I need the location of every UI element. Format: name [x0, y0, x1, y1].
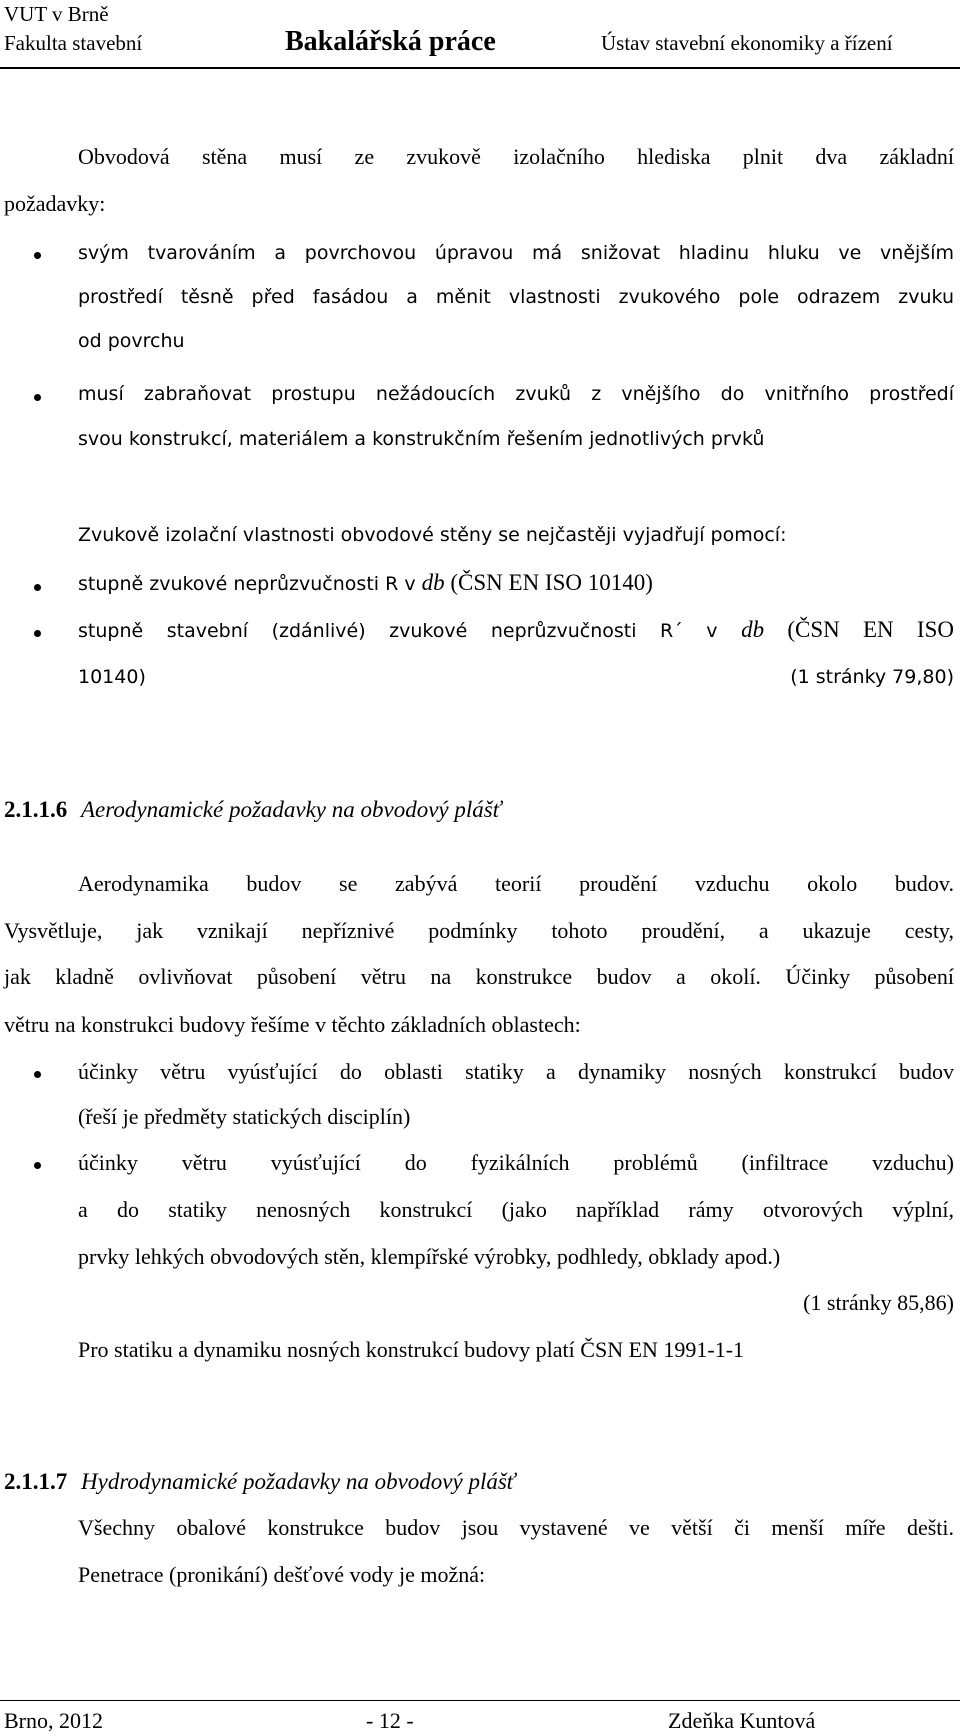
sound-bullet-1-norm: (ČSN EN ISO 10140): [444, 570, 653, 595]
bullet-dot: [34, 630, 41, 637]
req-bullet-1-line-3: od povrchu: [78, 330, 185, 352]
sound-bullet-2-unit: db: [741, 617, 765, 642]
sound-reference: (1 stránky 79,80): [790, 666, 954, 688]
header-title: Bakalářská práce: [285, 26, 496, 57]
aero-bullet-1-line-2: (řeší je předměty statických disciplín): [78, 1104, 411, 1129]
req-bullet-1-line-1: svým tvarováním a povrchovou úpravou má snižovat hladinu hluku ve vnějším: [78, 242, 954, 264]
bullet-dot: [34, 1162, 41, 1169]
bullet-dot: [34, 584, 41, 591]
footer-author: Zdeňka Kuntová: [668, 1708, 816, 1733]
aero-number: 2.1.1.6: [4, 797, 68, 822]
aero-bullet-1-line-1: účinky větru vyúsťující do oblasti statiky a dynamiky nosných konstrukcí budov: [78, 1059, 954, 1084]
sound-bullet-2-text: stupně stavební (zdánlivé) zvukové neprůzvučnosti R´ v: [78, 620, 742, 642]
hydro-p1: Všechny obalové konstrukce budov jsou vystavené ve větší či menší míře dešti.: [78, 1515, 954, 1540]
aero-title: Aerodynamické požadavky na obvodový plášť: [81, 797, 502, 822]
req-bullet-2-line-1: musí zabraňovat prostupu nežádoucích zvuků z vnějšího do vnitřního prostředí: [78, 383, 954, 405]
footer-rule: [0, 1700, 960, 1701]
sound-bullet-2: [78, 617, 954, 644]
aero-bullet-2-line-1: účinky větru vyúsťující do fyzikálních problémů (infiltrace vzduchu): [78, 1150, 954, 1175]
aero-heading: [4, 797, 501, 823]
header-faculty: Fakulta stavební: [4, 31, 143, 55]
aero-final: Pro statiku a dynamiku nosných konstrukcí budovy platí ČSN EN 1991-1-1: [78, 1337, 745, 1362]
header-rule: [0, 67, 960, 69]
sound-bullet-2-norm: (ČSN EN ISO: [764, 617, 954, 642]
header-institute: Ústav stavební ekonomiky a řízení: [601, 31, 893, 55]
header-school: VUT v Brně: [4, 2, 109, 26]
bullet-dot: [34, 1071, 41, 1078]
hydro-title: Hydrodynamické požadavky na obvodový plášť: [81, 1469, 516, 1494]
intro-line-2: požadavky:: [4, 191, 106, 216]
footer-page-number: - 12 -: [366, 1708, 414, 1733]
sound-bullet-1-text: stupně zvukové neprůzvučnosti R v: [78, 573, 422, 595]
aero-bullet-2-line-3: prvky lehkých obvodových stěn, klempířské výrobky, podhledy, obklady apod.): [78, 1244, 781, 1269]
aero-p1: Aerodynamika budov se zabývá teorií proudění vzduchu okolo budov.: [78, 871, 954, 896]
sound-bullet-1-unit: db: [421, 570, 445, 595]
aero-reference: (1 stránky 85,86): [803, 1290, 954, 1315]
req-bullet-2-line-2: svou konstrukcí, materiálem a konstrukčním řešením jednotlivých prvků: [78, 428, 765, 450]
hydro-heading: [4, 1469, 515, 1495]
hydro-number: 2.1.1.7: [4, 1469, 68, 1494]
aero-bullet-2-line-2: a do statiky nenosných konstrukcí (jako například rámy otvorových výplní,: [78, 1197, 954, 1222]
bullet-dot: [34, 252, 41, 259]
req-bullet-1-line-2: prostředí těsně před fasádou a měnit vlastnosti zvukového pole odrazem zvuku: [78, 286, 954, 308]
aero-p4: větru na konstrukci budovy řešíme v těchto základních oblastech:: [4, 1012, 581, 1037]
sound-bullet-2-cont: 10140): [78, 666, 146, 688]
aero-p3: jak kladně ovlivňovat působení větru na konstrukce budov a okolí. Účinky působení: [4, 964, 954, 989]
intro-line-1: Obvodová stěna musí ze zvukově izolačního hlediska plnit dva základní: [78, 144, 954, 169]
hydro-p2: Penetrace (pronikání) dešťové vody je možná:: [78, 1562, 486, 1587]
footer-place-date: Brno, 2012: [4, 1708, 103, 1733]
aero-p2: Vysvětluje, jak vznikají nepříznivé podmínky tohoto proudění, a ukazuje cesty,: [4, 918, 954, 943]
sound-bullet-1: [78, 570, 653, 597]
sound-intro: Zvukově izolační vlastnosti obvodové stěny se nejčastěji vyjadřují pomocí:: [78, 524, 787, 546]
bullet-dot: [34, 394, 41, 401]
